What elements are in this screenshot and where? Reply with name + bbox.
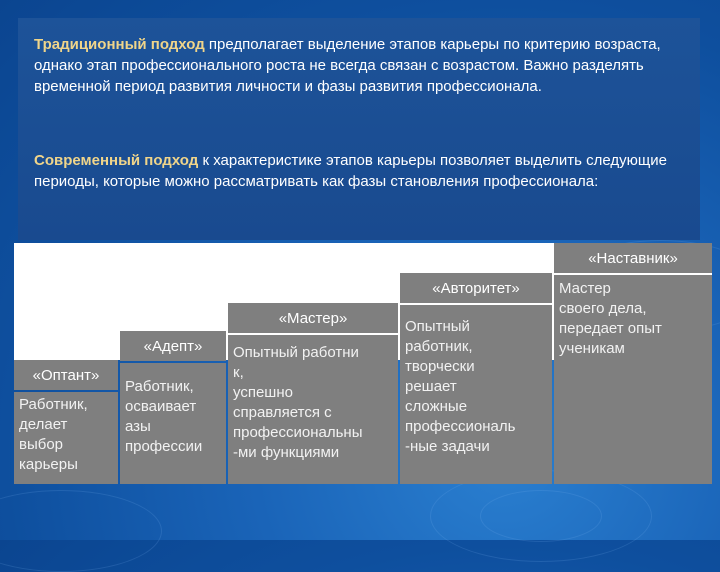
paragraph-modern	[34, 150, 684, 192]
stage-title-adept: «Адепт»	[120, 331, 226, 361]
stage-line: Работник,	[19, 396, 88, 413]
stage-title-optant: «Оптант»	[14, 360, 118, 390]
stage-body-authority	[400, 305, 552, 484]
stage-line: к,	[233, 364, 244, 381]
stage-body-adept	[120, 363, 226, 484]
stage-line: профессии	[125, 438, 203, 455]
paragraph-text: к характеристике этапов карьеры позволяет выделить следующие периоды, которые можно рассматривать как фазы становления профессионала:	[34, 152, 667, 190]
stage-line: Работник,	[125, 378, 194, 395]
stage-line: ученикам	[559, 340, 625, 357]
stage-title-mentor: «Наставник»	[554, 243, 712, 273]
stage-line: передает опыт	[559, 320, 662, 337]
stage-line: -ми функциями	[233, 444, 340, 461]
stage-line: сложные	[405, 398, 468, 415]
stage-line: карьеры	[19, 456, 78, 473]
stage-line: Опытный	[405, 318, 470, 335]
paragraph-traditional	[34, 34, 684, 97]
stage-line: успешно	[233, 384, 293, 401]
stage-line: делает	[19, 416, 68, 433]
stage-line: профессиональ	[405, 418, 516, 435]
stage-line: азы	[125, 418, 151, 435]
stage-line: -ные задачи	[405, 438, 490, 455]
stage-title-authority: «Авторитет»	[400, 273, 552, 303]
stage-line: работник,	[405, 338, 473, 355]
stage-line: осваивает	[125, 398, 197, 415]
stage-body-mentor	[554, 275, 712, 484]
stage-line: Опытный работни	[233, 344, 359, 361]
background-ripple	[480, 490, 602, 542]
stage-line: выбор	[19, 436, 64, 453]
background-ripple	[0, 490, 162, 572]
stage-line: профессиональны	[233, 424, 363, 441]
paragraph-highlight: Традиционный подход	[34, 36, 205, 53]
stage-line: своего дела,	[559, 300, 647, 317]
stage-body-master	[228, 335, 398, 484]
stage-line: решает	[405, 378, 457, 395]
stage-line: творчески	[405, 358, 475, 375]
stage-body-optant	[14, 392, 118, 484]
stage-line: справляется с	[233, 404, 332, 421]
stage-title-master: «Мастер»	[228, 303, 398, 333]
stage-line: Мастер	[559, 280, 611, 297]
paragraph-text: предполагает выделение этапов карьеры по критерию возраста, однако этап профессионального роста не всегда связан с возрастом. Важно разделять временной период развития личности и фазы развития профессионала.	[34, 36, 661, 95]
paragraph-highlight: Современный подход	[34, 152, 199, 169]
